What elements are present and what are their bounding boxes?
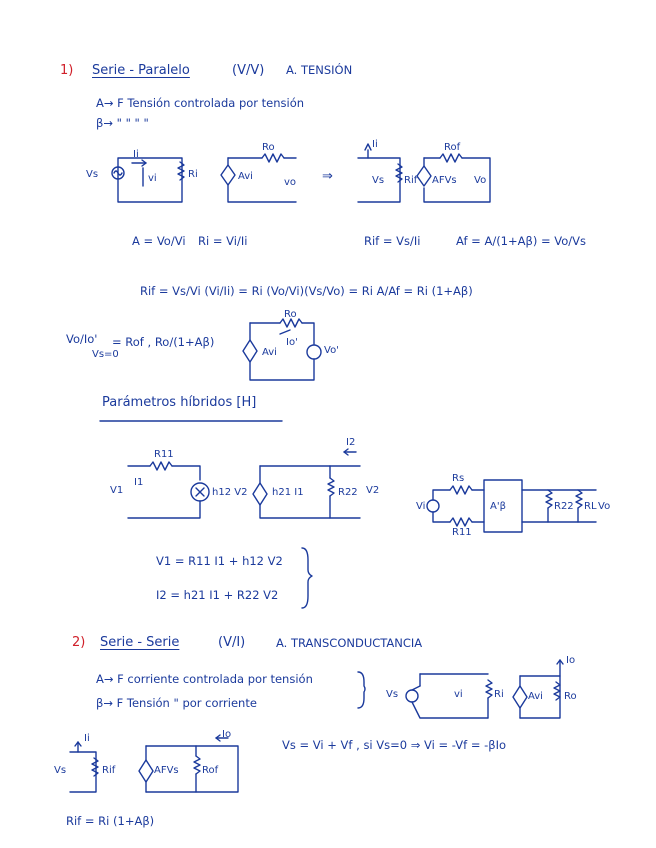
hybrid-eq2: I2 = h21 I1 + R22 V2: [156, 588, 279, 602]
c7-io: Io: [222, 729, 232, 740]
section2-type: (V/I): [218, 635, 246, 650]
section2-eq-vs: Vs = Vi + Vf , si Vs=0 ⇒ Vi = -Vf = -βIo: [282, 738, 507, 752]
section2-eq-rif: Rif = Ri (1+Aβ): [66, 814, 155, 828]
rof-circuit: [243, 319, 321, 380]
c5-vo: Vo: [598, 501, 611, 512]
c4-r11: R11: [154, 449, 174, 460]
hybrid-input-circuit: [128, 462, 209, 518]
section2-name: A. TRANSCONDUCTANCIA: [276, 636, 423, 650]
section2-output-circuit: [513, 660, 563, 718]
c1-ro: Ro: [262, 142, 275, 153]
section1-number: 1): [60, 63, 74, 78]
hybrid-title: Parámetros híbridos [H]: [102, 395, 257, 410]
hybrid-output-circuit: [253, 449, 360, 518]
c1-ri: Ri: [188, 169, 198, 180]
c6-vs: Vs: [386, 689, 399, 700]
section2-number: 2): [72, 635, 86, 650]
c5-vi: Vi: [416, 501, 426, 512]
hybrid-eq1: V1 = R11 I1 + h12 V2: [156, 554, 283, 568]
c5-ab: A'β: [490, 501, 506, 512]
section2-line-a: A→ F corriente controlada por tensión: [96, 672, 313, 686]
section1-title: Serie - Paralelo: [92, 63, 190, 78]
c2-rif: Rif: [404, 175, 418, 186]
c6-ri: Ri: [494, 689, 504, 700]
section2-line-b: β→ F Tensión " por corriente: [96, 696, 257, 710]
c1-ii: Ii: [133, 149, 139, 160]
c3-vo: Vo': [324, 345, 339, 356]
c4-h12: h12 V2: [212, 487, 248, 498]
c2-afvs: AFVs: [432, 175, 457, 186]
c2-vo: Vo: [474, 175, 487, 186]
c3-avi: Avi: [262, 347, 277, 358]
c5-rl: RL: [584, 501, 597, 512]
eq-rof-lhs: Vo/Io': [66, 332, 98, 346]
c6-vi: vi: [454, 689, 463, 700]
c5-r11: R11: [452, 527, 472, 538]
c7-ii: Ii: [84, 733, 90, 744]
eq-rof-sub: Vs=0: [92, 349, 119, 360]
c1-vs: Vs: [86, 169, 99, 180]
c4-v2: V2: [366, 485, 380, 496]
c5-rs: Rs: [452, 473, 465, 484]
section2-brace: [358, 672, 365, 708]
c7-rif: Rif: [102, 765, 116, 776]
c3-io: Io': [286, 337, 298, 348]
eq-rif-derivation: Rif = Vs/Vi (Vi/Ii) = Ri (Vo/Vi)(Vs/Vo) = Ri A/Af = Ri (1+Aβ): [140, 284, 473, 298]
c4-h21: h21 I1: [272, 487, 304, 498]
c1-avi: Avi: [238, 171, 253, 182]
section1-name: A. TENSIÓN: [286, 63, 353, 77]
section2-feedback-circuit: [70, 742, 98, 792]
c4-r22: R22: [338, 487, 358, 498]
c1-vi: vi: [148, 173, 157, 184]
section2-title: Serie - Serie: [100, 635, 180, 650]
eq-a: A = Vo/Vi: [132, 234, 186, 248]
section1-line-a: A→ F Tensión controlada por tensión: [96, 96, 305, 110]
c4-i1: I1: [134, 477, 144, 488]
c6-ro: Ro: [564, 691, 577, 702]
c2-rof: Rof: [444, 142, 461, 153]
eq-ri: Ri = Vi/Ii: [198, 234, 248, 248]
c7-afvs: AFVs: [154, 765, 179, 776]
c4-i2: I2: [346, 437, 356, 448]
c4-v1: V1: [110, 485, 124, 496]
eq-rif: Rif = Vs/Ii: [364, 234, 421, 248]
implies-arrow: ⇒: [322, 169, 333, 184]
c6-avi: Avi: [528, 691, 543, 702]
equation-brace: [302, 548, 312, 608]
c5-r22: R22: [554, 501, 574, 512]
eq-rof-rhs: = Rof , Ro/(1+Aβ): [112, 335, 215, 349]
c3-ro: Ro: [284, 309, 297, 320]
section1-type: (V/V): [232, 63, 265, 78]
c2-vs: Vs: [372, 175, 385, 186]
c1-vo: vo: [284, 177, 297, 188]
eq-af: Af = A/(1+Aβ) = Vo/Vs: [456, 234, 587, 248]
c6-io: Io: [566, 655, 576, 666]
section2-feedback-output: [139, 735, 238, 792]
c7-rof: Rof: [202, 765, 219, 776]
section2-input-circuit: [406, 674, 492, 718]
c2-ii: Ii: [372, 139, 378, 150]
c7-vs: Vs: [54, 765, 67, 776]
feedback-circuit-input: [358, 144, 402, 202]
section1-line-b: β→ " " " ": [96, 116, 149, 130]
